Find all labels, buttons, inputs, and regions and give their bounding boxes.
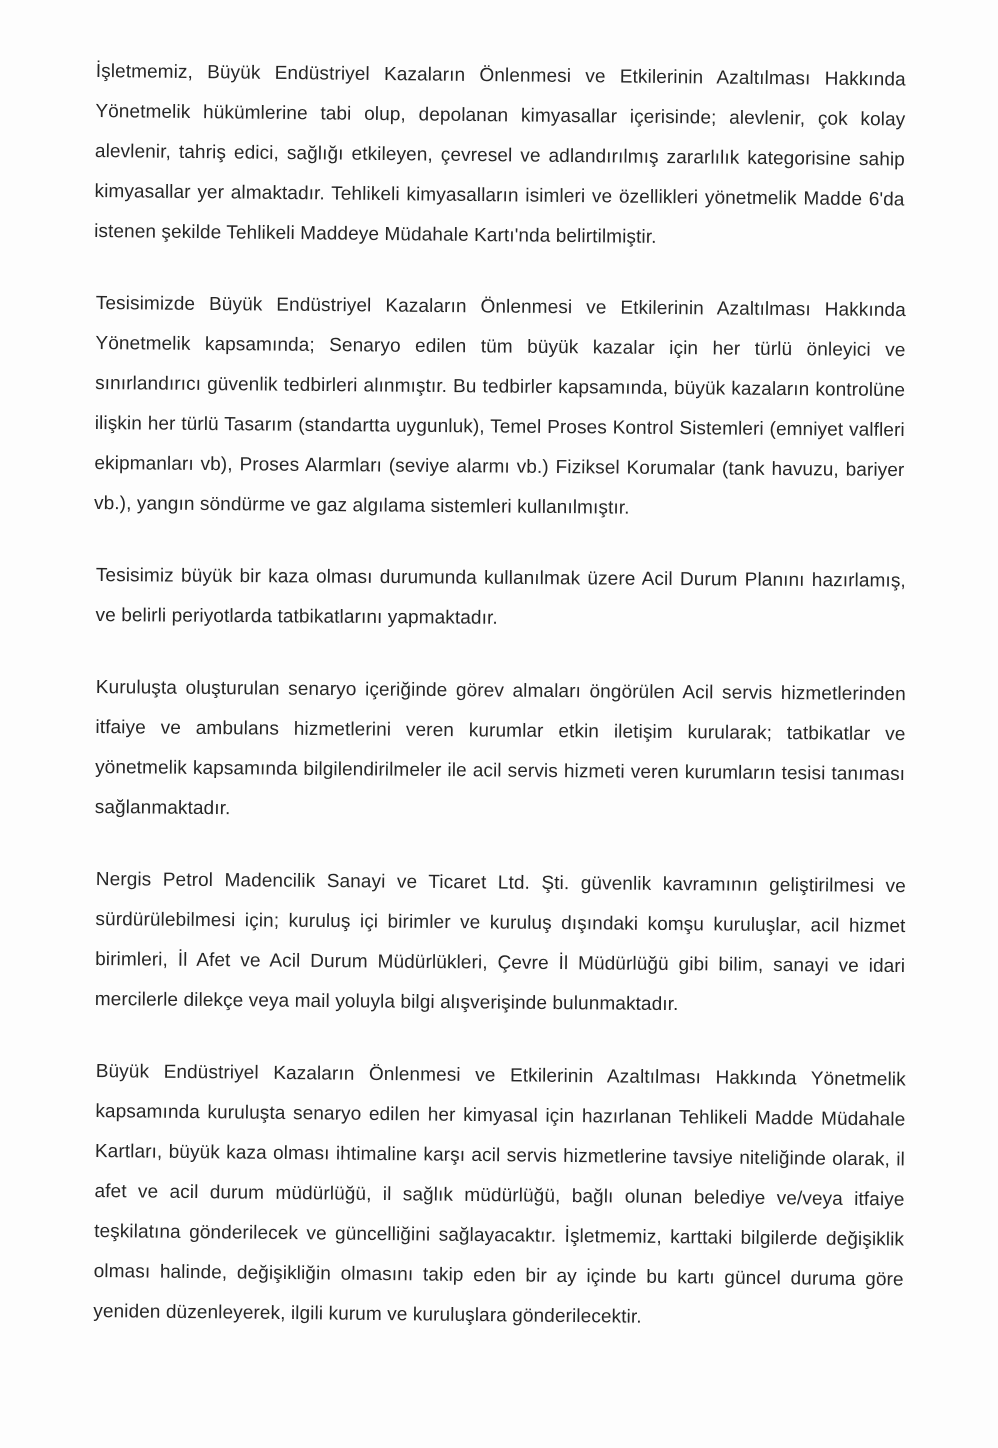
paragraph-chemicals: İşletmemiz, Büyük Endüstriyel Kazaların Önlenmesi ve Etkilerinin Azaltılması Hakkında Yönetmelik hükümlerine tabi olup, depolanan kimyasallar içerisinde; alevlenir, çok kolay alevlenir, tahriş edici, sağlığı etkileyen, çevresel ve adlandırılmış zararlılık kategorisine sahip kimyasallar yer almaktadır. Tehlikeli kimyasalların isimleri ve özellikleri yönetmelik Madde 6'da istenen şekilde Tehlikeli Maddeye Müdahale Kartı'nda belirtilmiştir.: [94, 60, 906, 248]
paragraph-emergency-plan: Tesisimiz büyük bir kaza olması durumunda kullanılmak üzere Acil Durum Planını hazırlamış, ve belirli periyotlarda tatbikatlarını yapmaktadır.: [95, 564, 906, 629]
paragraph-safety-measures: Tesisimizde Büyük Endüstriyel Kazaların Önlenmesi ve Etkilerinin Azaltılması Hakkında Yönetmelik kapsamında; Senaryo edilen tüm büyük kazalar için her türlü önleyici ve sınırlandırıcı güvenlik tedbirleri alınmıştır. Bu tedbirler kapsamında, büyük kazaların kontrolüne ilişkin her türlü Tasarım (standartta uygunluk), Temel Proses Kontrol Sistemleri (emniyet valfleri ekipmanları vb), Proses Alarmları (seviye alarmı vb.) Fiziksel Korumalar (tank havuzu, bariyer vb.), yangın söndürme ve gaz algılama sistemleri kullanılmıştır.: [93, 292, 906, 519]
paragraph-emergency-services: Kuruluşta oluşturulan senaryo içeriğinde görev almaları öngörülen Acil servis hizmetlerinden itfaiye ve ambulans hizmetlerini veren kurumlar etkin iletişim kurularak; tatbikatlar ve yönetmelik kapsamında bilgilendirilmeler ile acil servis hizmeti veren kurumların tesisi tanıması sağlanmaktadır.: [94, 676, 906, 820]
document-body: [93, 52, 906, 1332]
paragraph-information-exchange: Nergis Petrol Madencilik Sanayi ve Ticaret Ltd. Şti. güvenlik kavramının geliştirilmesi ve sürdürülebilmesi için; kuruluş içi birimler ve kuruluş dışındaki komşu kuruluşlar, acil hizmet birimleri, İl Afet ve Acil Durum Müdürlükleri, Çevre İl Müdürlüğü gibi bilim, sanayi ve idari mercilerle dilekçe veya mail yoluyla bilgi alışverişinde bulunmaktadır.: [94, 868, 906, 1016]
paragraph-intervention-cards: Büyük Endüstriyel Kazaların Önlenmesi ve Etkilerinin Azaltılması Hakkında Yönetmelik kapsamında kuruluşta senaryo edilen her kimyasal için hazırlanan Tehlikeli Madde Müdahale Kartları, büyük kaza olması ihtimaline karşı acil servis hizmetlerine tavsiye niteliğinde olarak, il afet ve acil durum müdürlüğü, il sağlık müdürlüğü, bağlı olunan belediye ve/veya itfaiye teşkilatına gönderilecek ve güncelliğini sağlayacaktır. İşletmemiz, karttaki bilgilerde değişiklik olması halinde, değişikliğin olmasını takip eden bir ay içinde bu kartı güncel duruma göre yeniden düzenleyerek, ilgili kurum ve kuruluşlara gönderilecektir.: [93, 1060, 906, 1328]
